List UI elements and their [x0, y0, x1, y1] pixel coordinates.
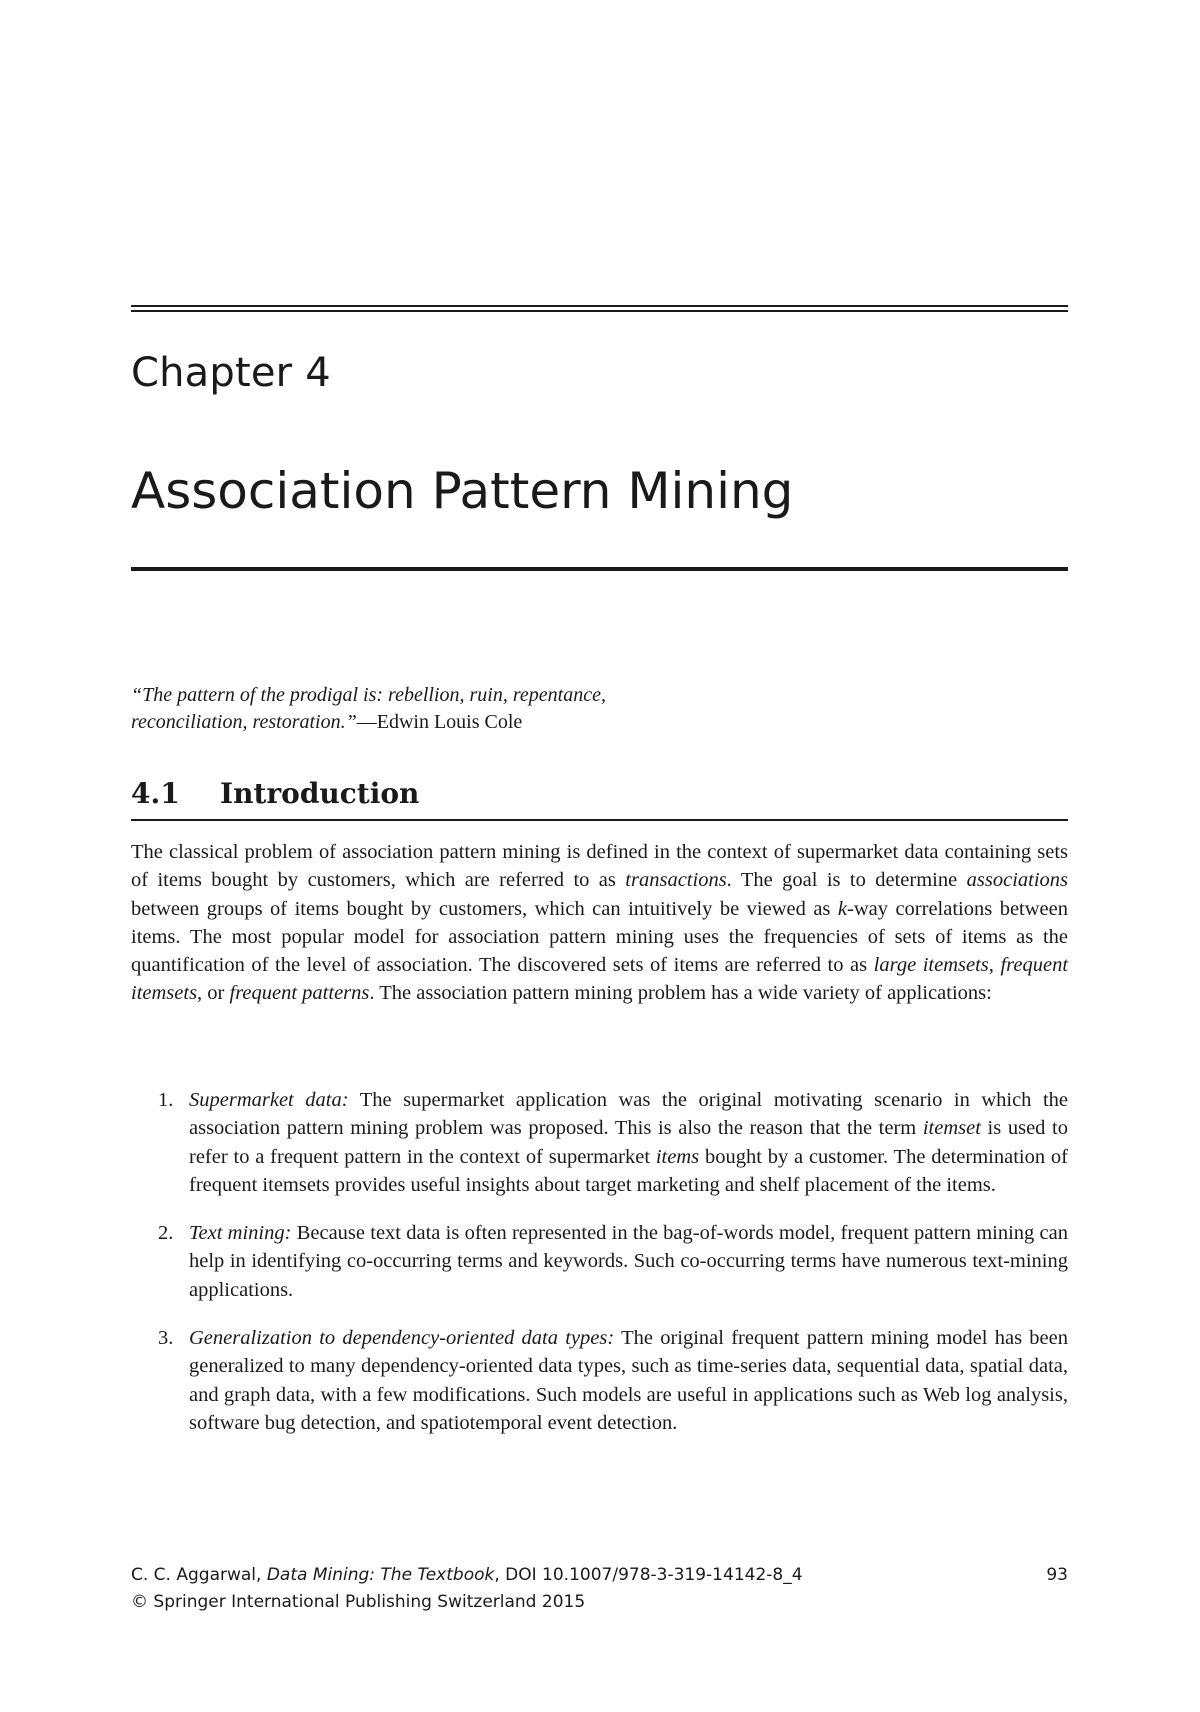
footer-book-title: Data Mining: The Textbook: [266, 1565, 495, 1585]
intro-paragraph: [131, 838, 1068, 1008]
chapter-rule: [131, 567, 1068, 571]
list-item-heading: Generalization to dependency-oriented data types:: [189, 1327, 615, 1350]
applications-list: [131, 1086, 1068, 1457]
intro-text: ,: [988, 954, 1001, 977]
page-footer: [131, 1562, 1068, 1616]
page-number: 93: [1046, 1565, 1068, 1585]
chapter-label: Chapter 4: [131, 350, 331, 396]
list-item: [131, 1219, 1068, 1304]
intro-text: -way correlations between items. The most popular model for association pattern mining uses the frequencies of sets of items as the quantification of the level of association. The discovered sets of items are referred to as: [131, 897, 1068, 977]
intro-text: , or: [197, 982, 230, 1005]
term-items: items: [655, 1145, 700, 1168]
list-item-text: The original frequent pattern mining model has been generalized to many dependency-oriented data types, such as time-series data, sequential data, spatial data, and graph data, with a few modifications. Such models are useful in applications such as Web log analysis, software bug detection, and spatiotemporal event detection.: [189, 1327, 1068, 1434]
term-associations: associations: [966, 869, 1069, 892]
list-item-number: 1.: [158, 1089, 174, 1111]
term-k: k: [837, 897, 847, 920]
top-rule: [131, 305, 1068, 307]
section-rule: [131, 819, 1068, 821]
section-number: 4.1: [131, 777, 180, 810]
term-frequent-patterns: frequent patterns: [229, 982, 370, 1005]
list-item-number: 3.: [158, 1327, 174, 1350]
term-large-itemsets: large itemsets: [873, 954, 989, 977]
list-item-text: is used to refer to a frequent pattern in the context of supermarket: [189, 1117, 1068, 1168]
intro-text: . The goal is to determine: [726, 869, 967, 892]
intro-text: . The association pattern mining problem has a wide variety of applications:: [369, 982, 992, 1005]
footer-citation-line: [131, 1562, 1068, 1589]
list-item-heading: Text mining:: [189, 1222, 292, 1245]
section-title: Introduction: [220, 777, 420, 810]
epigraph: [131, 682, 891, 736]
term-itemset: itemset: [922, 1117, 981, 1140]
term-transactions: transactions: [625, 869, 727, 892]
footer-author: C. C. Aggarwal,: [131, 1565, 267, 1585]
section-heading: [131, 777, 1068, 810]
epigraph-quote-line1: “The pattern of the prodigal is: rebellion, ruin, repentance,: [131, 684, 606, 706]
top-rule-second: [131, 310, 1068, 312]
list-item-number: 2.: [158, 1222, 174, 1245]
list-item-text: Because text data is often represented in the bag-of-words model, frequent pattern mining can help in identifying co-occurring terms and keywords. Such co-occurring terms have numerous text-mining applications.: [189, 1222, 1068, 1301]
list-item-text: The supermarket application was the original motivating scenario in which the association pattern mining problem was proposed. This is also the reason that the term: [189, 1089, 1068, 1140]
list-item: [131, 1086, 1068, 1199]
footer-citation: [131, 1562, 803, 1589]
list-item-text: bought by a customer. The determination of frequent itemsets provides useful insights about target marketing and shelf placement of the items.: [189, 1145, 1068, 1196]
epigraph-attribution: —Edwin Louis Cole: [356, 711, 523, 733]
list-item: [131, 1324, 1068, 1437]
footer-doi: , DOI 10.1007/978-3-319-14142-8_4: [494, 1565, 803, 1585]
epigraph-quote-line2: reconciliation, restoration.”: [131, 711, 357, 733]
intro-text: between groups of items bought by customers, which can intuitively be viewed as: [131, 897, 838, 920]
intro-text: The classical problem of association pattern mining is defined in the context of supermarket data containing sets of items bought by customers, which are referred to as: [131, 841, 1068, 892]
chapter-title: Association Pattern Mining: [131, 462, 794, 520]
footer-copyright: © Springer International Publishing Switzerland 2015: [131, 1592, 586, 1612]
term-frequent-itemsets: frequent itemsets: [131, 954, 1069, 1005]
list-item-heading: Supermarket data:: [189, 1089, 349, 1111]
